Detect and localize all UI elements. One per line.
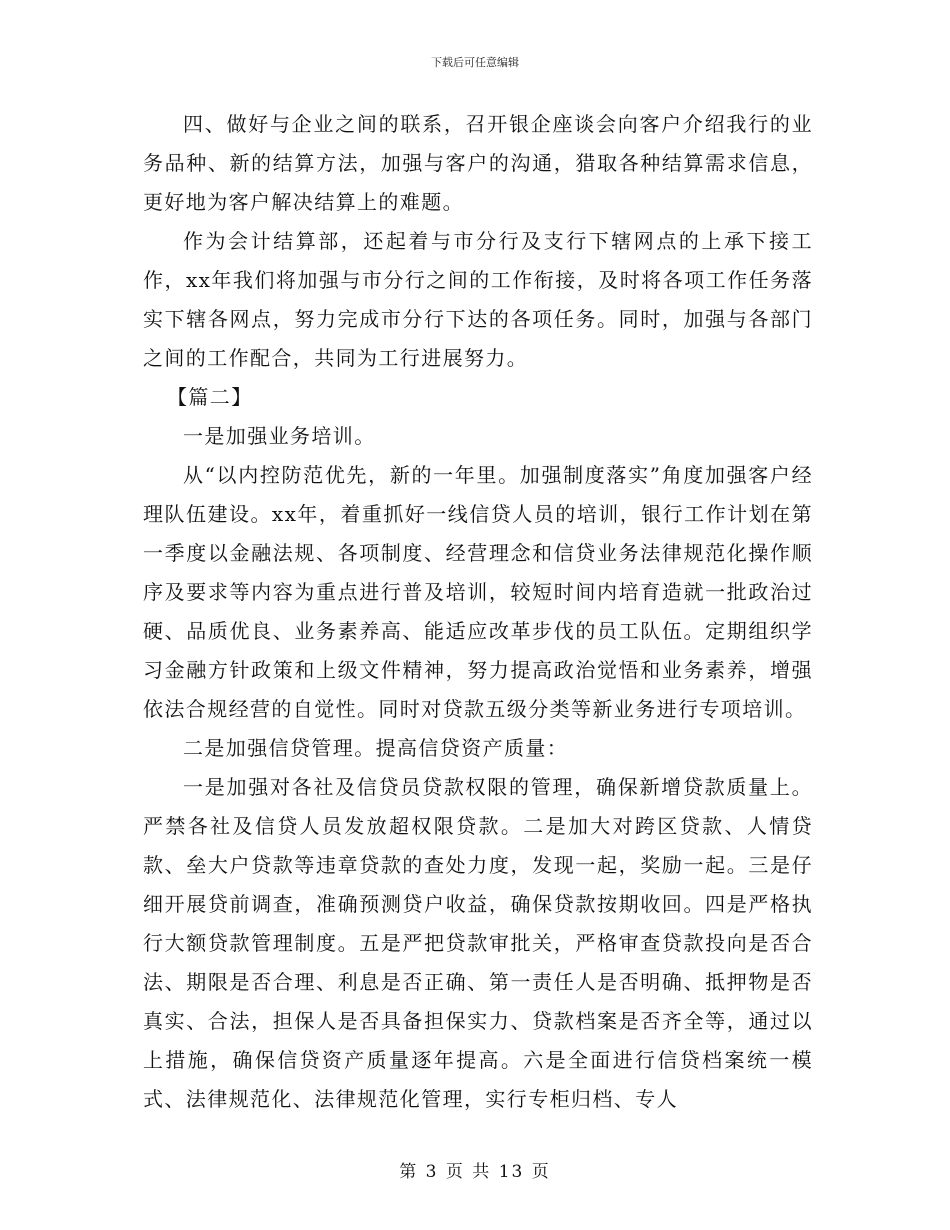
- paragraph-training-details: 从“以内控防范优先，新的一年里。加强制度落实”角度加强客户经理队伍建设。xx年，着重抓好一线信贷人员的培训，银行工作计划在第一季度以金融法规、各项制度、经营理念和信贷业务法律规范化操作顺序及要求等内容为重点进行普及培训，较短时间内培育造就一批政治过硬、品质优良、业务素养高、能适应改革步伐的员工队伍。定期组织学习金融方针政策和上级文件精神，努力提高政治觉悟和业务素养，增强依法合规经营的自觉性。同时对贷款五级分类等新业务进行专项培训。: [143, 463, 813, 721]
- page-number: 第 3 页 共 13 页: [399, 1162, 551, 1182]
- paragraph-settlement-liaison: 四、做好与企业之间的联系，召开银企座谈会向客户介绍我行的业务品种、新的结算方法，加强与客户的沟通，猎取各种结算需求信息，更好地为客户解决结算上的难题。: [143, 112, 813, 214]
- page-header-note: 下载后可任意编辑: [431, 56, 519, 69]
- document-body: [143, 105, 813, 1119]
- paragraph-credit-details: 一是加强对各社及信贷员贷款权限的管理，确保新增贷款质量上。严禁各社及信贷人员发放超权限贷款。二是加大对跨区贷款、人情贷款、垒大户贷款等违章贷款的查处力度，发现一起，奖励一起。三是仔细开展贷前调查，准确预测贷户收益，确保贷款按期收回。四是严格执行大额贷款管理制度。五是严把贷款审批关，严格审查贷款投向是否合法、期限是否合理、利息是否正确、第一责任人是否明确、抵押物是否真实、合法，担保人是否具备担保实力、贷款档案是否齐全等，通过以上措施，确保信贷资产质量逐年提高。六是全面进行信贷档案统一模式、法律规范化、法律规范化管理，实行专柜归档、专人: [143, 775, 813, 1111]
- paragraph-training-heading: 一是加强业务培训。: [183, 424, 376, 448]
- section-heading-part-two: 【篇二】: [167, 385, 253, 409]
- paragraph-credit-heading: 二是加强信贷管理。提高信贷资产质量：: [183, 736, 569, 760]
- paragraph-accounting-department: 作为会计结算部，还起着与市分行及支行下辖网点的上承下接工作，xx年我们将加强与市分行之间的工作衔接，及时将各项工作任务落实下辖各网点，努力完成市分行下达的各项任务。同时，加强与各部门之间的工作配合，共同为工行进展努力。: [143, 229, 813, 370]
